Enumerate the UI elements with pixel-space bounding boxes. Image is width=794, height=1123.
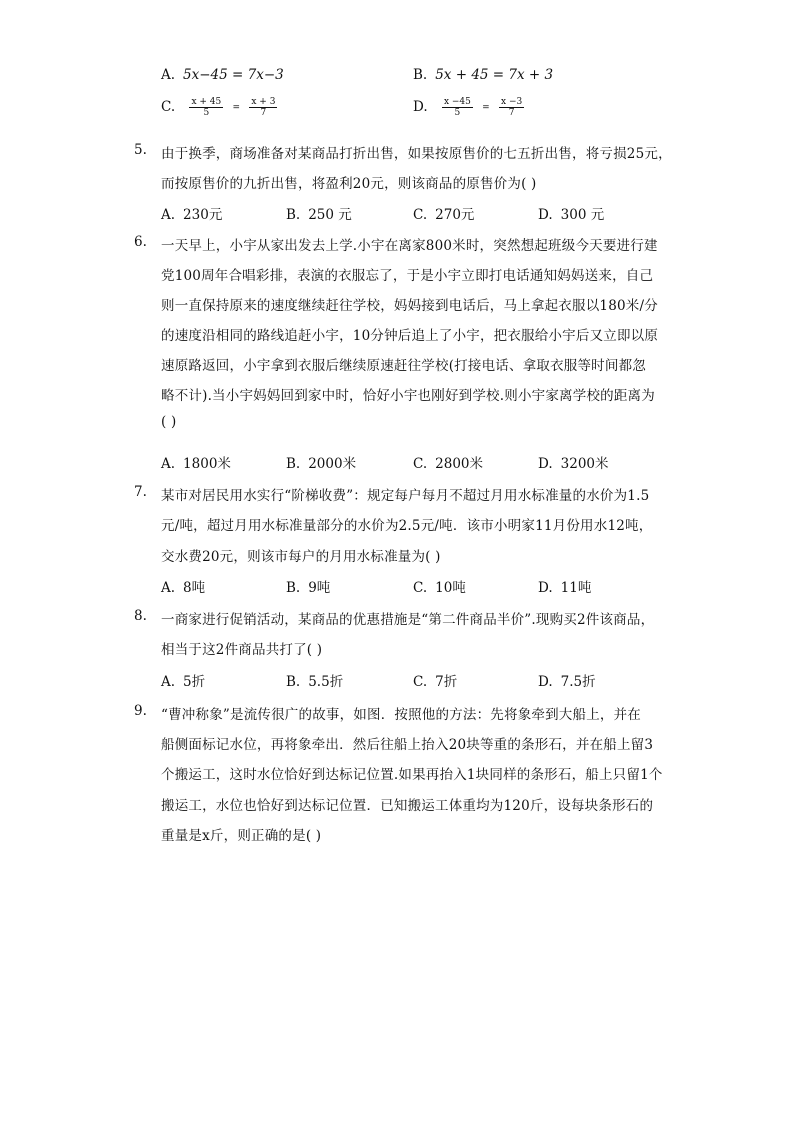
option-key: A. — [161, 580, 176, 596]
option-key: D. — [538, 580, 553, 596]
question-line: 略不计).当小宇妈妈回到家中时，恰好小宇也刚好到学校.则小宇家离学校的距离为 — [161, 388, 655, 404]
option-text: 7折 — [435, 674, 458, 690]
option-b — [286, 452, 356, 472]
question-number: 5. — [134, 142, 147, 158]
question-line: “曹冲称象”是流传很广的故事，如图．按照他的方法：先将象牵到大船上，并在 — [161, 707, 642, 723]
fraction-right — [499, 97, 524, 119]
numerator: x + 3 — [251, 97, 276, 107]
option-c — [413, 670, 457, 690]
option-key: D. — [538, 674, 553, 690]
option-c — [413, 452, 483, 472]
option-a — [161, 203, 222, 223]
option-d — [538, 452, 609, 472]
question-line: ( ) — [161, 414, 177, 430]
denominator: 7 — [508, 108, 515, 119]
option-text: 5折 — [183, 674, 206, 690]
question-line: 而按原售价的九折出售，将盈利20元，则该商品的原售价为( ) — [161, 176, 537, 192]
denominator: 5 — [203, 108, 210, 119]
option-text: 5x−45 = 7x−3 — [183, 67, 284, 83]
option-text: 11吨 — [560, 580, 592, 596]
question-line: 重量是x斤，则正确的是( ) — [161, 828, 322, 844]
question-line: 一商家进行促销活动，某商品的优惠措施是“第二件商品半价”.现购买2件该商品， — [161, 612, 655, 628]
question-number: 8. — [134, 608, 147, 624]
option-a — [161, 670, 205, 690]
option-key: B. — [286, 456, 301, 472]
denominator: 7 — [260, 108, 267, 119]
numerator: x + 45 — [191, 97, 222, 107]
question-line: 元/吨，超过月用水标准量部分的水价为2.5元/吨．该市小明家11月份用水12吨， — [161, 518, 653, 534]
question-number: 9. — [134, 703, 147, 719]
option-d — [538, 670, 596, 690]
question-line: 则一直保持原来的速度继续赶往学校，妈妈接到电话后，马上拿起衣服以180米/分 — [161, 298, 658, 314]
option-key: A. — [161, 674, 176, 690]
question-line: 一天早上，小宇从家出发去上学.小宇在离家800米时，突然想起班级今天要进行建 — [161, 238, 658, 254]
option-key: B. — [286, 207, 301, 223]
option-text: 2800米 — [435, 456, 483, 472]
prev-option-c — [161, 97, 279, 119]
option-key: C. — [161, 99, 176, 116]
option-key: D. — [538, 456, 553, 472]
question-line: 搬运工，水位也恰好到达标记位置．已知搬运工体重均为120斤，设每块条形石的 — [161, 798, 654, 814]
question-line: 船侧面标记水位，再将象牵出．然后往船上抬入20块等重的条形石，并在船上留3 — [161, 737, 654, 753]
option-a — [161, 452, 231, 472]
question-number: 7. — [134, 484, 147, 500]
option-c — [413, 576, 466, 596]
option-text: 270元 — [435, 207, 475, 223]
option-key: B. — [286, 674, 301, 690]
question-number: 6. — [134, 234, 147, 250]
option-key: A. — [161, 67, 176, 83]
question-line: 交水费20元，则该市每户的月用水标准量为( ) — [161, 549, 441, 565]
option-text: 8吨 — [183, 580, 206, 596]
option-text: 5.5折 — [308, 674, 344, 690]
option-text: 300 元 — [560, 207, 605, 223]
question-line: 由于换季，商场准备对某商品打折出售，如果按原售价的七五折出售，将亏损25元， — [161, 146, 672, 162]
option-key: C. — [413, 207, 428, 223]
option-d — [538, 576, 591, 596]
option-key: C. — [413, 580, 428, 596]
numerator: x −45 — [443, 97, 471, 107]
question-line: 相当于这2件商品共打了( ) — [161, 642, 323, 658]
option-key: A. — [161, 207, 176, 223]
option-key: B. — [413, 67, 428, 83]
option-d — [538, 203, 604, 223]
question-line: 的速度沿相同的路线追赶小宇，10分钟后追上了小宇，把衣服给小宇后又立即以原 — [161, 328, 659, 344]
fraction-right — [249, 97, 277, 119]
option-key: B. — [286, 580, 301, 596]
option-text: 10吨 — [435, 580, 466, 596]
option-text: 230元 — [183, 207, 223, 223]
question-line: 党100周年合唱彩排，表演的衣服忘了，于是小宇立即打电话通知妈妈送来，自己 — [161, 268, 654, 284]
equals-sign: = — [232, 102, 241, 113]
option-b — [286, 670, 343, 690]
option-c — [413, 203, 474, 223]
option-text: 1800米 — [183, 456, 231, 472]
option-a — [161, 576, 205, 596]
denominator: 5 — [454, 108, 461, 119]
prev-option-a — [161, 67, 284, 83]
option-b — [286, 576, 330, 596]
option-text: 250 元 — [308, 207, 352, 223]
option-text: 7.5折 — [560, 674, 596, 690]
fraction-left — [189, 97, 223, 119]
question-line: 个搬运工，这时水位恰好到达标记位置.如果再抬入1块同样的条形石，船上只留1个 — [161, 767, 663, 783]
equals-sign: = — [482, 102, 490, 113]
prev-option-d — [413, 97, 526, 119]
numerator: x −3 — [501, 97, 523, 107]
option-key: C. — [413, 456, 428, 472]
option-text: 3200米 — [560, 456, 609, 472]
option-key: D. — [413, 99, 428, 116]
option-text: 2000米 — [308, 456, 357, 472]
option-key: C. — [413, 674, 428, 690]
fraction-left — [442, 97, 473, 119]
question-line: 速原路返回，小宇拿到衣服后继续原速赶往学校(打接电话、拿取衣服等时间都忽 — [161, 358, 646, 374]
option-key: D. — [538, 207, 553, 223]
option-key: A. — [161, 456, 176, 472]
option-text: 9吨 — [308, 580, 331, 596]
option-b — [286, 203, 352, 223]
question-line: 某市对居民用水实行“阶梯收费”：规定每户每月不超过月用水标准量的水价为1.5 — [161, 488, 650, 504]
option-text: 5x + 45 = 7x + 3 — [435, 67, 554, 83]
prev-option-b — [413, 67, 553, 83]
